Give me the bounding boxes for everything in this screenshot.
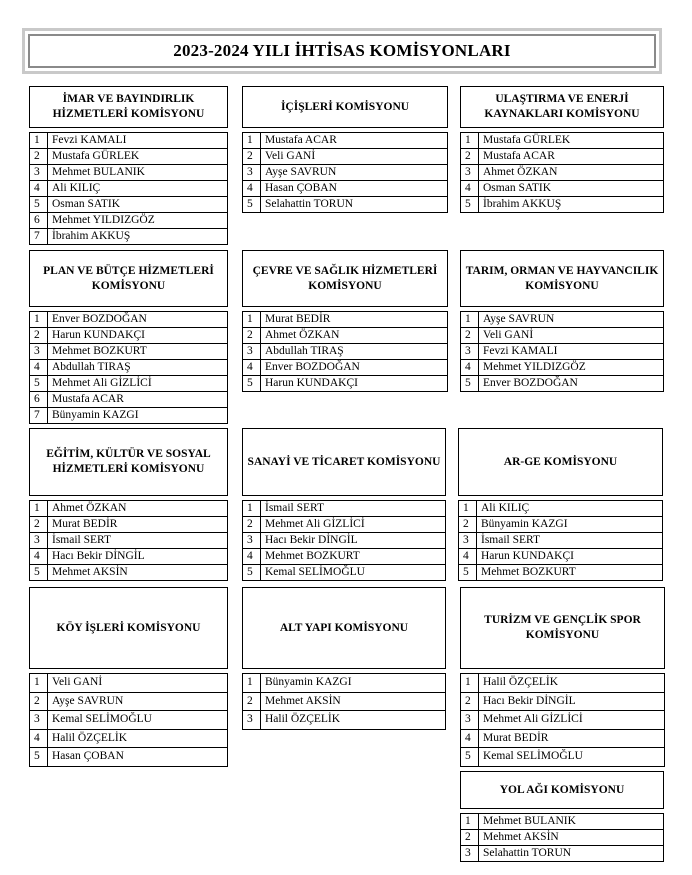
member-name: Mustafa ACAR bbox=[479, 149, 664, 165]
member-name: Mehmet Ali GİZLİCİ bbox=[48, 376, 228, 392]
member-name: Ahmet ÖZKAN bbox=[479, 165, 664, 181]
member-name: Veli GANİ bbox=[479, 328, 664, 344]
committee bbox=[242, 250, 448, 392]
member-table bbox=[460, 673, 665, 767]
table-row bbox=[30, 328, 228, 344]
member-name: Bünyamin KAZGI bbox=[477, 517, 663, 533]
member-number: 3 bbox=[461, 344, 479, 360]
member-table bbox=[458, 500, 663, 581]
member-number: 1 bbox=[461, 133, 479, 149]
member-number: 5 bbox=[243, 197, 261, 213]
member-name: Enver BOZDOĞAN bbox=[48, 312, 228, 328]
committee-title: ULAŞTIRMA VE ENERJİ KAYNAKLARI KOMİSYONU bbox=[460, 86, 664, 128]
committee bbox=[460, 86, 664, 213]
member-number: 3 bbox=[461, 165, 479, 181]
table-row bbox=[461, 165, 664, 181]
member-table bbox=[29, 500, 228, 581]
member-name: Osman SATIK bbox=[48, 197, 228, 213]
member-name: Mehmet BOZKURT bbox=[261, 549, 446, 565]
member-number: 3 bbox=[30, 165, 48, 181]
member-number: 5 bbox=[30, 376, 48, 392]
member-name: Murat BEDİR bbox=[479, 729, 665, 748]
member-name: Halil ÖZÇELİK bbox=[48, 729, 228, 748]
table-row bbox=[461, 729, 665, 748]
table-row bbox=[243, 165, 448, 181]
committee bbox=[29, 86, 228, 245]
member-name: Hasan ÇOBAN bbox=[261, 181, 448, 197]
member-number: 5 bbox=[30, 565, 48, 581]
member-name: Harun KUNDAKÇI bbox=[48, 328, 228, 344]
committee bbox=[29, 428, 228, 581]
committee-title: KÖY İŞLERİ KOMİSYONU bbox=[29, 587, 228, 669]
member-name: Kemal SELİMOĞLU bbox=[261, 565, 446, 581]
table-row bbox=[461, 328, 664, 344]
member-number: 1 bbox=[243, 133, 261, 149]
committee-title: İÇİŞLERİ KOMİSYONU bbox=[242, 86, 448, 128]
table-row bbox=[30, 565, 228, 581]
table-row bbox=[30, 692, 228, 711]
table-row bbox=[461, 711, 665, 730]
table-row bbox=[30, 392, 228, 408]
member-number: 4 bbox=[30, 549, 48, 565]
table-row bbox=[30, 549, 228, 565]
member-name: Ayşe SAVRUN bbox=[48, 692, 228, 711]
committee bbox=[29, 587, 228, 767]
member-name: Mehmet BULANIK bbox=[479, 814, 664, 830]
member-number: 3 bbox=[243, 711, 261, 730]
member-table bbox=[29, 673, 228, 767]
member-number: 3 bbox=[30, 344, 48, 360]
member-name: Murat BEDİR bbox=[261, 312, 448, 328]
member-name: Halil ÖZÇELİK bbox=[261, 711, 446, 730]
member-number: 4 bbox=[243, 360, 261, 376]
member-number: 7 bbox=[30, 408, 48, 424]
committee bbox=[460, 587, 665, 767]
member-number: 3 bbox=[243, 344, 261, 360]
member-name: Mehmet AKSİN bbox=[261, 692, 446, 711]
member-name: Mehmet BOZKURT bbox=[477, 565, 663, 581]
table-row bbox=[461, 360, 664, 376]
table-row bbox=[30, 344, 228, 360]
member-number: 2 bbox=[243, 692, 261, 711]
table-row bbox=[243, 376, 448, 392]
member-name: Kemal SELİMOĞLU bbox=[48, 711, 228, 730]
member-number: 2 bbox=[461, 830, 479, 846]
member-table bbox=[242, 673, 446, 730]
member-number: 5 bbox=[459, 565, 477, 581]
committee-title: EĞİTİM, KÜLTÜR VE SOSYAL HİZMETLERİ KOMİSYONU bbox=[29, 428, 228, 496]
member-name: Abdullah TIRAŞ bbox=[261, 344, 448, 360]
member-name: Ayşe SAVRUN bbox=[261, 165, 448, 181]
committee bbox=[29, 250, 228, 424]
member-number: 2 bbox=[461, 692, 479, 711]
table-row bbox=[461, 197, 664, 213]
page-title-frame bbox=[22, 28, 662, 74]
table-row bbox=[30, 229, 228, 245]
member-number: 2 bbox=[30, 692, 48, 711]
committee-title: SANAYİ VE TİCARET KOMİSYONU bbox=[242, 428, 446, 496]
member-name: Murat BEDİR bbox=[48, 517, 228, 533]
member-name: Kemal SELİMOĞLU bbox=[479, 748, 665, 767]
table-row bbox=[461, 830, 664, 846]
table-row bbox=[459, 517, 663, 533]
member-number: 3 bbox=[243, 533, 261, 549]
member-name: Hasan ÇOBAN bbox=[48, 748, 228, 767]
member-number: 1 bbox=[30, 674, 48, 693]
member-name: Mustafa ACAR bbox=[48, 392, 228, 408]
table-row bbox=[461, 674, 665, 693]
table-row bbox=[30, 517, 228, 533]
member-name: Veli GANİ bbox=[48, 674, 228, 693]
member-number: 2 bbox=[30, 328, 48, 344]
committee-title: AR-GE KOMİSYONU bbox=[458, 428, 663, 496]
committee bbox=[458, 428, 663, 581]
committee-title: PLAN VE BÜTÇE HİZMETLERİ KOMİSYONU bbox=[29, 250, 228, 307]
member-name: Harun KUNDAKÇI bbox=[477, 549, 663, 565]
table-row bbox=[30, 729, 228, 748]
member-number: 3 bbox=[459, 533, 477, 549]
member-number: 5 bbox=[461, 197, 479, 213]
table-row bbox=[30, 408, 228, 424]
table-row bbox=[30, 181, 228, 197]
table-row bbox=[30, 533, 228, 549]
member-number: 1 bbox=[461, 814, 479, 830]
member-number: 5 bbox=[30, 197, 48, 213]
member-table bbox=[242, 132, 448, 213]
member-number: 2 bbox=[243, 149, 261, 165]
table-row bbox=[459, 533, 663, 549]
member-number: 4 bbox=[243, 181, 261, 197]
member-name: Enver BOZDOĞAN bbox=[261, 360, 448, 376]
member-number: 3 bbox=[30, 711, 48, 730]
table-row bbox=[30, 360, 228, 376]
member-name: Fevzi KAMALI bbox=[48, 133, 228, 149]
member-table bbox=[242, 311, 448, 392]
committee-title: ALT YAPI KOMİSYONU bbox=[242, 587, 446, 669]
member-name: İbrahim AKKUŞ bbox=[48, 229, 228, 245]
member-number: 3 bbox=[461, 711, 479, 730]
table-row bbox=[243, 149, 448, 165]
member-number: 2 bbox=[461, 149, 479, 165]
table-row bbox=[30, 197, 228, 213]
member-number: 2 bbox=[243, 517, 261, 533]
table-row bbox=[461, 133, 664, 149]
committee bbox=[460, 250, 664, 392]
committee bbox=[242, 428, 446, 581]
member-table bbox=[242, 500, 446, 581]
member-number: 6 bbox=[30, 392, 48, 408]
member-name: Osman SATIK bbox=[479, 181, 664, 197]
member-name: İsmail SERT bbox=[261, 501, 446, 517]
member-number: 4 bbox=[461, 360, 479, 376]
member-name: Ahmet ÖZKAN bbox=[261, 328, 448, 344]
member-number: 1 bbox=[243, 501, 261, 517]
table-row bbox=[461, 149, 664, 165]
member-number: 1 bbox=[461, 674, 479, 693]
table-row bbox=[243, 344, 448, 360]
table-row bbox=[30, 213, 228, 229]
member-name: Harun KUNDAKÇI bbox=[261, 376, 448, 392]
table-row bbox=[243, 674, 446, 693]
table-row bbox=[243, 549, 446, 565]
member-number: 5 bbox=[243, 376, 261, 392]
table-row bbox=[461, 814, 664, 830]
member-name: Halil ÖZÇELİK bbox=[479, 674, 665, 693]
member-name: Hacı Bekir DİNGİL bbox=[48, 549, 228, 565]
member-table bbox=[460, 311, 664, 392]
table-row bbox=[30, 501, 228, 517]
member-table bbox=[460, 813, 664, 862]
table-row bbox=[243, 565, 446, 581]
member-name: Ahmet ÖZKAN bbox=[48, 501, 228, 517]
member-number: 2 bbox=[243, 328, 261, 344]
table-row bbox=[30, 711, 228, 730]
member-name: Mehmet YILDIZGÖZ bbox=[48, 213, 228, 229]
member-name: Veli GANİ bbox=[261, 149, 448, 165]
member-number: 4 bbox=[30, 360, 48, 376]
member-name: Enver BOZDOĞAN bbox=[479, 376, 664, 392]
table-row bbox=[30, 748, 228, 767]
member-name: Mehmet Ali GİZLİCİ bbox=[479, 711, 665, 730]
table-row bbox=[243, 181, 448, 197]
member-number: 4 bbox=[459, 549, 477, 565]
member-number: 1 bbox=[30, 312, 48, 328]
table-row bbox=[30, 376, 228, 392]
member-name: Ali KILIÇ bbox=[477, 501, 663, 517]
member-number: 3 bbox=[30, 533, 48, 549]
table-row bbox=[243, 533, 446, 549]
committee-title: TURİZM VE GENÇLİK SPOR KOMİSYONU bbox=[460, 587, 665, 669]
member-number: 5 bbox=[461, 376, 479, 392]
committee bbox=[242, 86, 448, 213]
table-row bbox=[459, 501, 663, 517]
member-number: 2 bbox=[459, 517, 477, 533]
member-name: Hacı Bekir DİNGİL bbox=[261, 533, 446, 549]
table-row bbox=[30, 312, 228, 328]
member-name: İbrahim AKKUŞ bbox=[479, 197, 664, 213]
page-title: 2023-2024 YILI İHTİSAS KOMİSYONLARI bbox=[173, 41, 511, 60]
member-number: 4 bbox=[30, 181, 48, 197]
table-row bbox=[461, 312, 664, 328]
member-number: 1 bbox=[459, 501, 477, 517]
member-name: Mehmet AKSİN bbox=[479, 830, 664, 846]
member-number: 4 bbox=[30, 729, 48, 748]
table-row bbox=[461, 748, 665, 767]
member-number: 5 bbox=[30, 748, 48, 767]
table-row bbox=[459, 549, 663, 565]
member-name: Bünyamin KAZGI bbox=[261, 674, 446, 693]
table-row bbox=[461, 376, 664, 392]
table-row bbox=[243, 328, 448, 344]
committee bbox=[460, 771, 664, 862]
member-table bbox=[460, 132, 664, 213]
table-row bbox=[243, 360, 448, 376]
member-number: 4 bbox=[461, 729, 479, 748]
member-number: 3 bbox=[243, 165, 261, 181]
member-number: 5 bbox=[461, 748, 479, 767]
table-row bbox=[243, 312, 448, 328]
table-row bbox=[30, 133, 228, 149]
member-number: 1 bbox=[461, 312, 479, 328]
member-number: 4 bbox=[243, 549, 261, 565]
member-name: Mehmet AKSİN bbox=[48, 565, 228, 581]
table-row bbox=[30, 149, 228, 165]
member-name: Mustafa ACAR bbox=[261, 133, 448, 149]
page-title-box bbox=[28, 34, 656, 68]
member-number: 2 bbox=[30, 517, 48, 533]
member-number: 1 bbox=[243, 674, 261, 693]
member-table bbox=[29, 311, 228, 424]
member-name: Mehmet Ali GİZLİCİ bbox=[261, 517, 446, 533]
member-number: 7 bbox=[30, 229, 48, 245]
committee-title: TARIM, ORMAN VE HAYVANCILIK KOMİSYONU bbox=[460, 250, 664, 307]
member-number: 2 bbox=[30, 149, 48, 165]
member-name: Selahattin TORUN bbox=[261, 197, 448, 213]
table-row bbox=[30, 165, 228, 181]
member-number: 1 bbox=[243, 312, 261, 328]
table-row bbox=[243, 197, 448, 213]
member-number: 4 bbox=[461, 181, 479, 197]
member-name: Ayşe SAVRUN bbox=[479, 312, 664, 328]
member-name: Mehmet BULANIK bbox=[48, 165, 228, 181]
table-row bbox=[243, 133, 448, 149]
member-name: Fevzi KAMALI bbox=[479, 344, 664, 360]
member-name: Mustafa GÜRLEK bbox=[479, 133, 664, 149]
table-row bbox=[459, 565, 663, 581]
table-row bbox=[461, 692, 665, 711]
member-name: Mustafa GÜRLEK bbox=[48, 149, 228, 165]
committee-title: ÇEVRE VE SAĞLIK HİZMETLERİ KOMİSYONU bbox=[242, 250, 448, 307]
committee bbox=[242, 587, 446, 730]
member-number: 1 bbox=[30, 133, 48, 149]
member-name: Selahattin TORUN bbox=[479, 846, 664, 862]
committee-title: YOL AĞI KOMİSYONU bbox=[460, 771, 664, 809]
member-number: 5 bbox=[243, 565, 261, 581]
member-number: 1 bbox=[30, 501, 48, 517]
member-name: İsmail SERT bbox=[477, 533, 663, 549]
member-name: İsmail SERT bbox=[48, 533, 228, 549]
member-name: Mehmet YILDIZGÖZ bbox=[479, 360, 664, 376]
table-row bbox=[461, 181, 664, 197]
table-row bbox=[461, 344, 664, 360]
member-number: 6 bbox=[30, 213, 48, 229]
table-row bbox=[243, 711, 446, 730]
table-row bbox=[243, 501, 446, 517]
member-table bbox=[29, 132, 228, 245]
member-number: 3 bbox=[461, 846, 479, 862]
table-row bbox=[461, 846, 664, 862]
member-name: Ali KILIÇ bbox=[48, 181, 228, 197]
member-name: Bünyamin KAZGI bbox=[48, 408, 228, 424]
committee-title: İMAR VE BAYINDIRLIK HİZMETLERİ KOMİSYONU bbox=[29, 86, 228, 128]
member-name: Mehmet BOZKURT bbox=[48, 344, 228, 360]
table-row bbox=[243, 517, 446, 533]
member-name: Abdullah TIRAŞ bbox=[48, 360, 228, 376]
table-row bbox=[243, 692, 446, 711]
member-name: Hacı Bekir DİNGİL bbox=[479, 692, 665, 711]
table-row bbox=[30, 674, 228, 693]
member-number: 2 bbox=[461, 328, 479, 344]
